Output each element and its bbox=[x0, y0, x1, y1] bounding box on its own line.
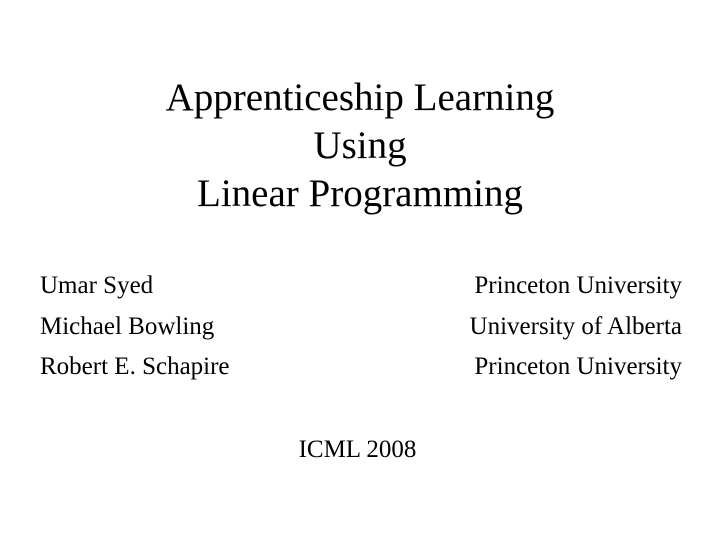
author-affiliation: Princeton University bbox=[474, 272, 682, 299]
title-line: Linear Programming bbox=[197, 172, 523, 215]
author-name: Michael Bowling bbox=[40, 312, 215, 340]
slide-title bbox=[0, 74, 720, 218]
author-list bbox=[40, 266, 230, 388]
title-line: Using bbox=[313, 124, 407, 167]
author-affiliation: University of Alberta bbox=[469, 312, 682, 340]
author-name: Umar Syed bbox=[40, 272, 154, 299]
title-line: Apprenticeship Learning bbox=[165, 76, 555, 119]
affiliation-list bbox=[470, 266, 682, 388]
author-name: Robert E. Schapire bbox=[40, 353, 230, 380]
conference-venue: ICML 2008 bbox=[298, 436, 417, 463]
author-affiliation: Princeton University bbox=[474, 353, 682, 380]
